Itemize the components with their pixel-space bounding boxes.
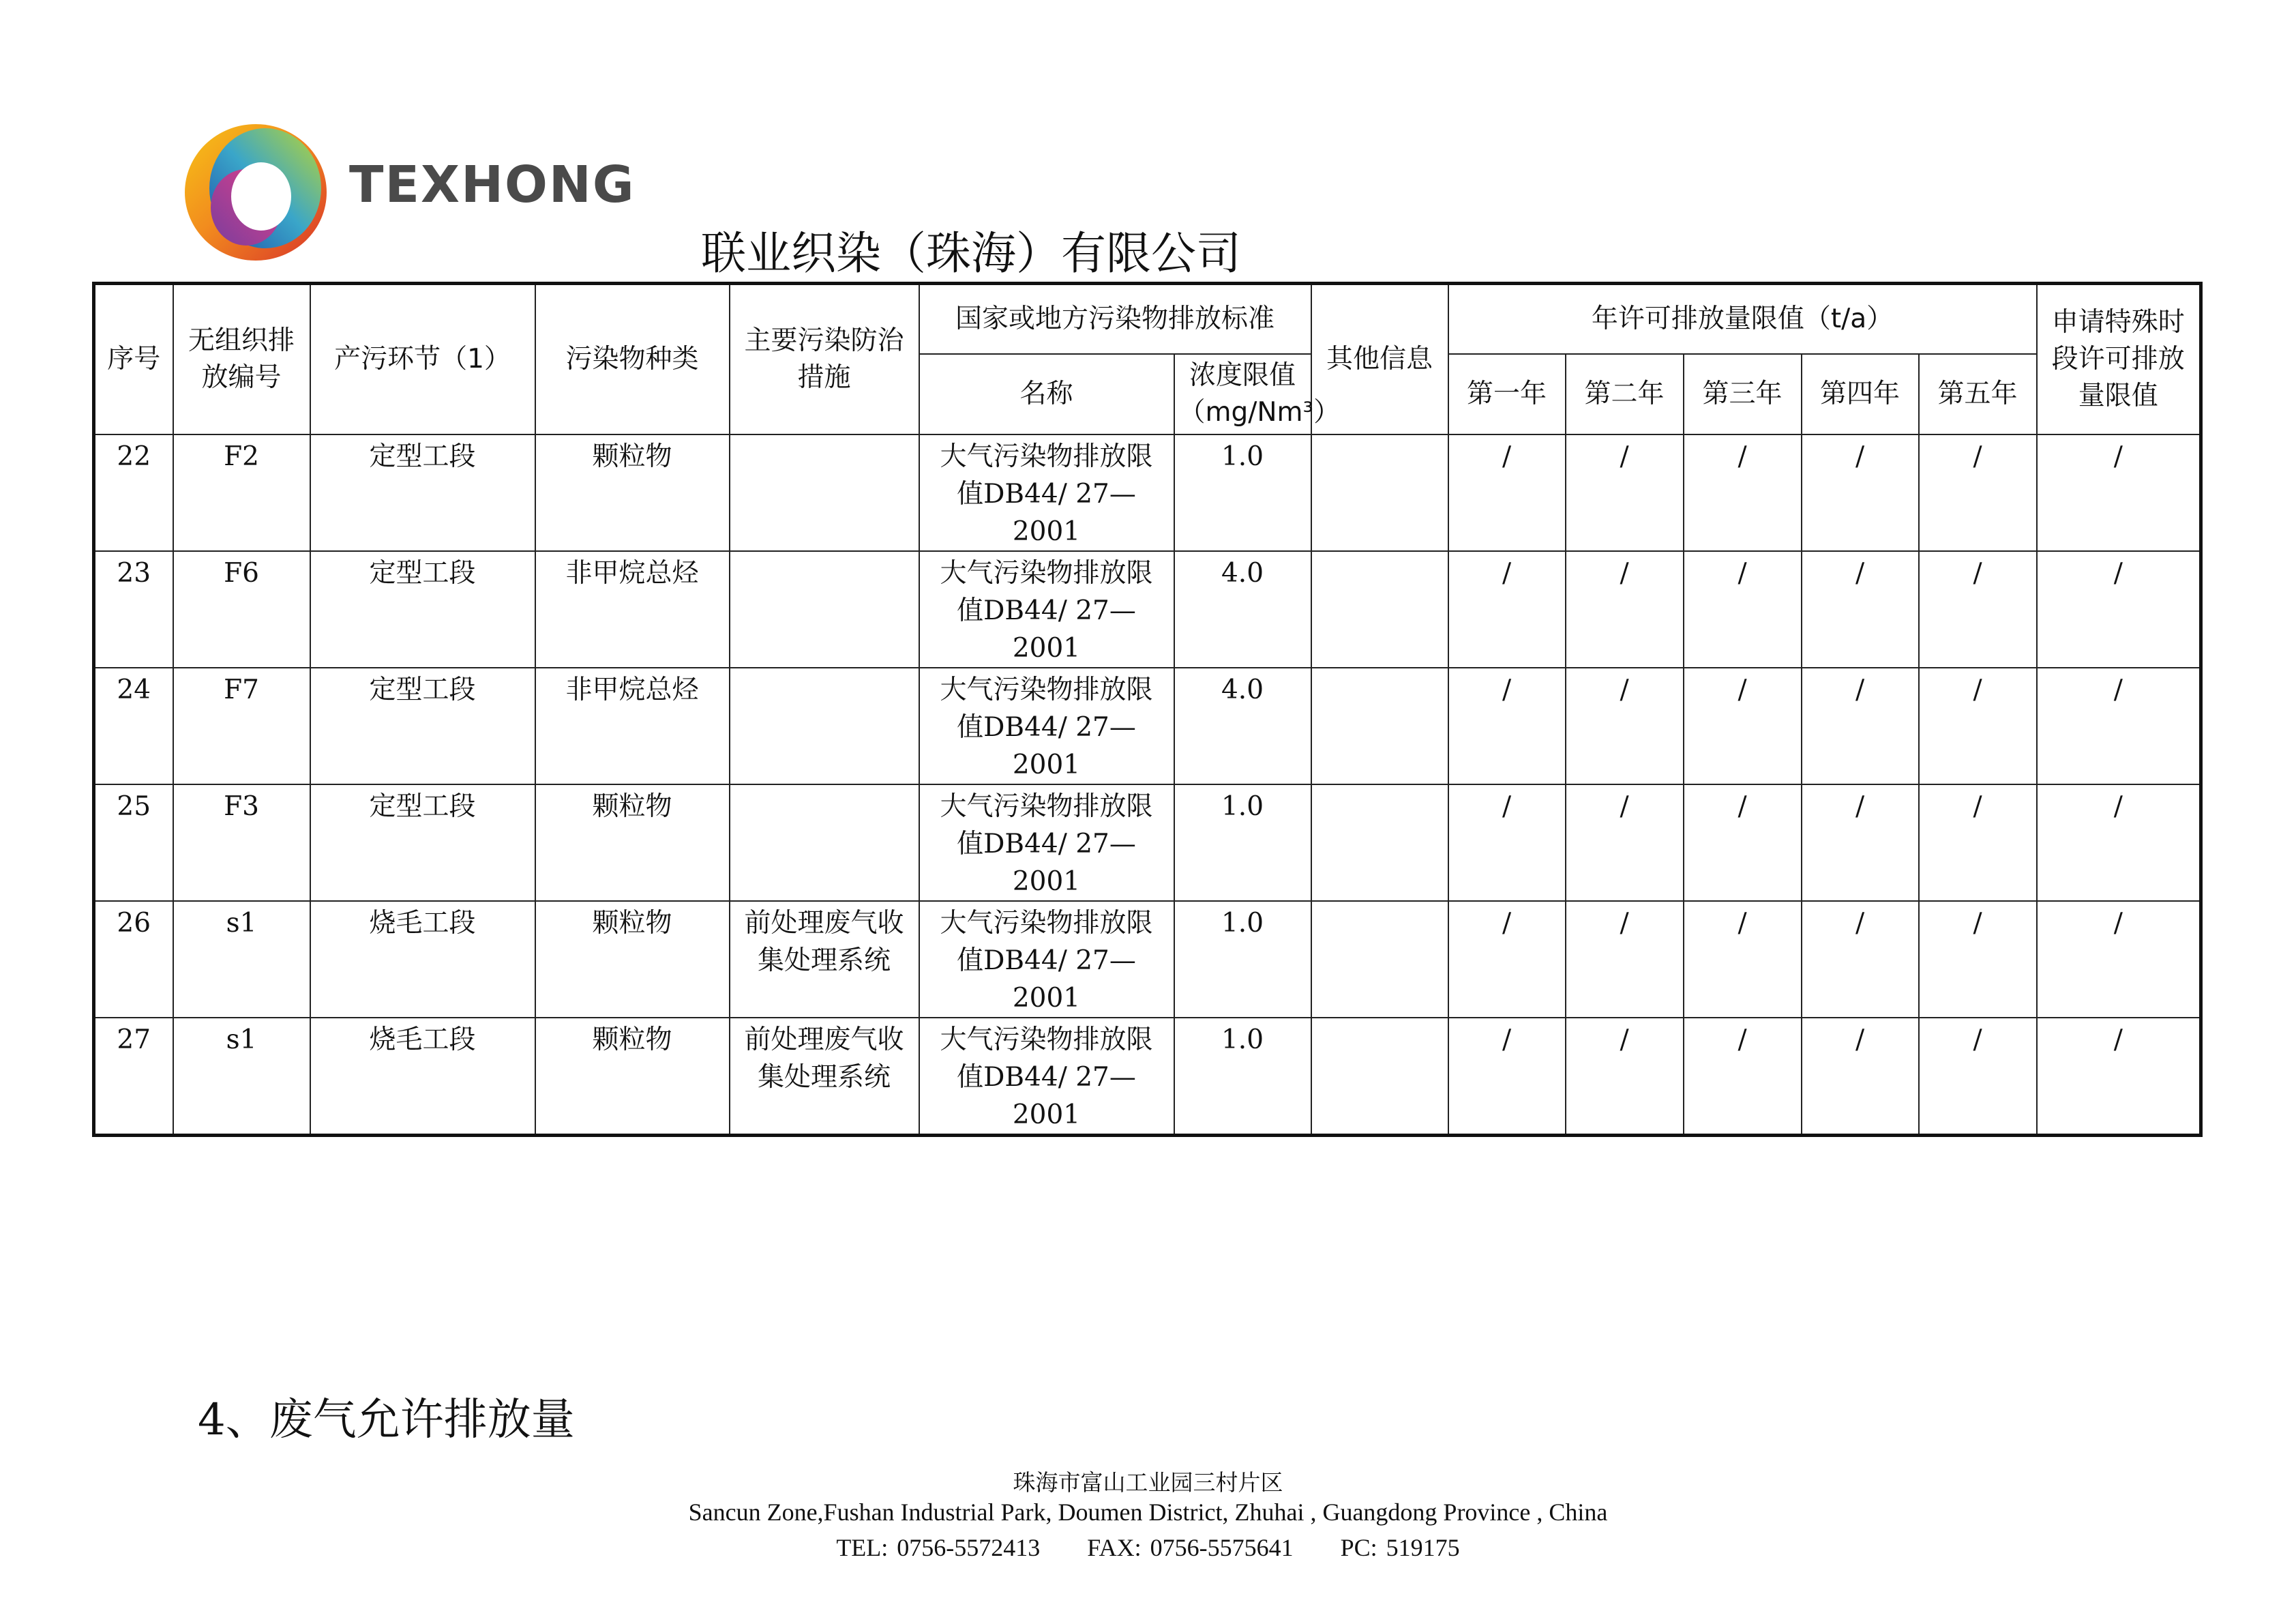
table-row: [94, 901, 2201, 1018]
footer-contact: [0, 1533, 2296, 1562]
footer-postcode: PC: 519175: [1340, 1534, 1460, 1561]
header-annual-group: 年许可排放量限值（t/a）: [1448, 284, 2037, 355]
cell-year5: /: [1919, 434, 2037, 551]
cell-other: [1311, 784, 1448, 901]
cell-year4: /: [1802, 668, 1919, 784]
cell-seq: 25: [94, 784, 173, 901]
cell-year2: /: [1566, 1018, 1684, 1136]
cell-pollutant: 颗粒物: [535, 434, 730, 551]
table-row: [94, 551, 2201, 668]
cell-seq: 22: [94, 434, 173, 551]
cell-year3: /: [1684, 1018, 1802, 1136]
header-unorganized-id: 无组织排放编号: [173, 284, 310, 435]
cell-seq: 23: [94, 551, 173, 668]
cell-process: 定型工段: [310, 434, 535, 551]
cell-year3: /: [1684, 551, 1802, 668]
table-row: [94, 1018, 2201, 1136]
cell-pollutant: 颗粒物: [535, 784, 730, 901]
cell-year5: /: [1919, 1018, 2037, 1136]
cell-special: /: [2037, 551, 2201, 668]
cell-year1: /: [1448, 434, 1566, 551]
cell-pollutant: 非甲烷总烃: [535, 668, 730, 784]
cell-year5: /: [1919, 551, 2037, 668]
cell-pollutant: 非甲烷总烃: [535, 551, 730, 668]
cell-year2: /: [1566, 551, 1684, 668]
cell-seq: 27: [94, 1018, 173, 1136]
cell-standard: 大气污染物排放限值DB44/ 27—2001: [919, 1018, 1174, 1136]
header-concentration: 浓度限值（mg/Nm³）: [1174, 354, 1311, 434]
company-name: 联业织染（珠海）有限公司: [701, 227, 1241, 280]
cell-year1: /: [1448, 668, 1566, 784]
cell-other: [1311, 1018, 1448, 1136]
header-other: 其他信息: [1311, 284, 1448, 435]
cell-id: F6: [173, 551, 310, 668]
header-seq: 序号: [94, 284, 173, 435]
cell-year2: /: [1566, 668, 1684, 784]
footer-tel: TEL: 0756-5572413: [836, 1534, 1041, 1561]
section-heading: 4、废气允许排放量: [198, 1395, 575, 1445]
cell-pollutant: 颗粒物: [535, 901, 730, 1018]
footer-address-cn: 珠海市富山工业园三村片区: [1013, 1469, 1283, 1496]
cell-measures: [730, 551, 919, 668]
cell-standard: 大气污染物排放限值DB44/ 27—2001: [919, 434, 1174, 551]
footer-address-en: Sancun Zone,Fushan Industrial Park, Doumen District, Zhuhai , Guangdong Province , China: [688, 1498, 1608, 1526]
header-year3: 第三年: [1684, 354, 1802, 434]
cell-other: [1311, 901, 1448, 1018]
cell-process: 烧毛工段: [310, 1018, 535, 1136]
cell-year2: /: [1566, 784, 1684, 901]
header-year2: 第二年: [1566, 354, 1684, 434]
cell-special: /: [2037, 1018, 2201, 1136]
cell-process: 定型工段: [310, 668, 535, 784]
cell-year4: /: [1802, 434, 1919, 551]
cell-year4: /: [1802, 1018, 1919, 1136]
header-year4: 第四年: [1802, 354, 1919, 434]
cell-id: s1: [173, 901, 310, 1018]
header-standard-group: 国家或地方污染物排放标准: [919, 284, 1311, 355]
cell-special: /: [2037, 434, 2201, 551]
table-row: [94, 784, 2201, 901]
cell-year1: /: [1448, 784, 1566, 901]
cell-limit: 1.0: [1174, 901, 1311, 1018]
texhong-logo-icon: [181, 116, 331, 266]
cell-special: /: [2037, 668, 2201, 784]
cell-special: /: [2037, 784, 2201, 901]
header-year5: 第五年: [1919, 354, 2037, 434]
header-measures: 主要污染防治措施: [730, 284, 919, 435]
cell-id: F7: [173, 668, 310, 784]
cell-year3: /: [1684, 434, 1802, 551]
header-pollutant: 污染物种类: [535, 284, 730, 435]
cell-standard: 大气污染物排放限值DB44/ 27—2001: [919, 784, 1174, 901]
cell-limit: 4.0: [1174, 668, 1311, 784]
cell-year2: /: [1566, 434, 1684, 551]
cell-year4: /: [1802, 784, 1919, 901]
cell-seq: 24: [94, 668, 173, 784]
cell-year5: /: [1919, 668, 2037, 784]
cell-other: [1311, 551, 1448, 668]
cell-year2: /: [1566, 901, 1684, 1018]
cell-measures: [730, 434, 919, 551]
cell-standard: 大气污染物排放限值DB44/ 27—2001: [919, 901, 1174, 1018]
cell-year1: /: [1448, 901, 1566, 1018]
cell-year4: /: [1802, 901, 1919, 1018]
cell-measures: 前处理废气收集处理系统: [730, 1018, 919, 1136]
cell-year5: /: [1919, 901, 2037, 1018]
header-standard-name: 名称: [919, 354, 1174, 434]
cell-process: 定型工段: [310, 784, 535, 901]
cell-special: /: [2037, 901, 2201, 1018]
cell-measures: [730, 784, 919, 901]
cell-year1: /: [1448, 551, 1566, 668]
cell-other: [1311, 668, 1448, 784]
cell-id: s1: [173, 1018, 310, 1136]
header-year1: 第一年: [1448, 354, 1566, 434]
cell-measures: 前处理废气收集处理系统: [730, 901, 919, 1018]
cell-standard: 大气污染物排放限值DB44/ 27—2001: [919, 668, 1174, 784]
cell-pollutant: 颗粒物: [535, 1018, 730, 1136]
cell-year5: /: [1919, 784, 2037, 901]
cell-year3: /: [1684, 901, 1802, 1018]
cell-limit: 1.0: [1174, 1018, 1311, 1136]
cell-year3: /: [1684, 784, 1802, 901]
emission-permit-table: [92, 282, 2203, 1137]
table-row: [94, 434, 2201, 551]
footer-fax: FAX: 0756-5575641: [1087, 1534, 1294, 1561]
table-row: [94, 668, 2201, 784]
brand-name: TEXHONG: [349, 156, 636, 214]
cell-seq: 26: [94, 901, 173, 1018]
cell-year3: /: [1684, 668, 1802, 784]
header-process: 产污环节（1）: [310, 284, 535, 435]
cell-standard: 大气污染物排放限值DB44/ 27—2001: [919, 551, 1174, 668]
cell-limit: 1.0: [1174, 784, 1311, 901]
cell-other: [1311, 434, 1448, 551]
cell-year1: /: [1448, 1018, 1566, 1136]
cell-id: F3: [173, 784, 310, 901]
cell-process: 定型工段: [310, 551, 535, 668]
cell-measures: [730, 668, 919, 784]
header-special: 申请特殊时段许可排放量限值: [2037, 284, 2201, 435]
cell-id: F2: [173, 434, 310, 551]
cell-year4: /: [1802, 551, 1919, 668]
cell-limit: 1.0: [1174, 434, 1311, 551]
cell-limit: 4.0: [1174, 551, 1311, 668]
cell-process: 烧毛工段: [310, 901, 535, 1018]
